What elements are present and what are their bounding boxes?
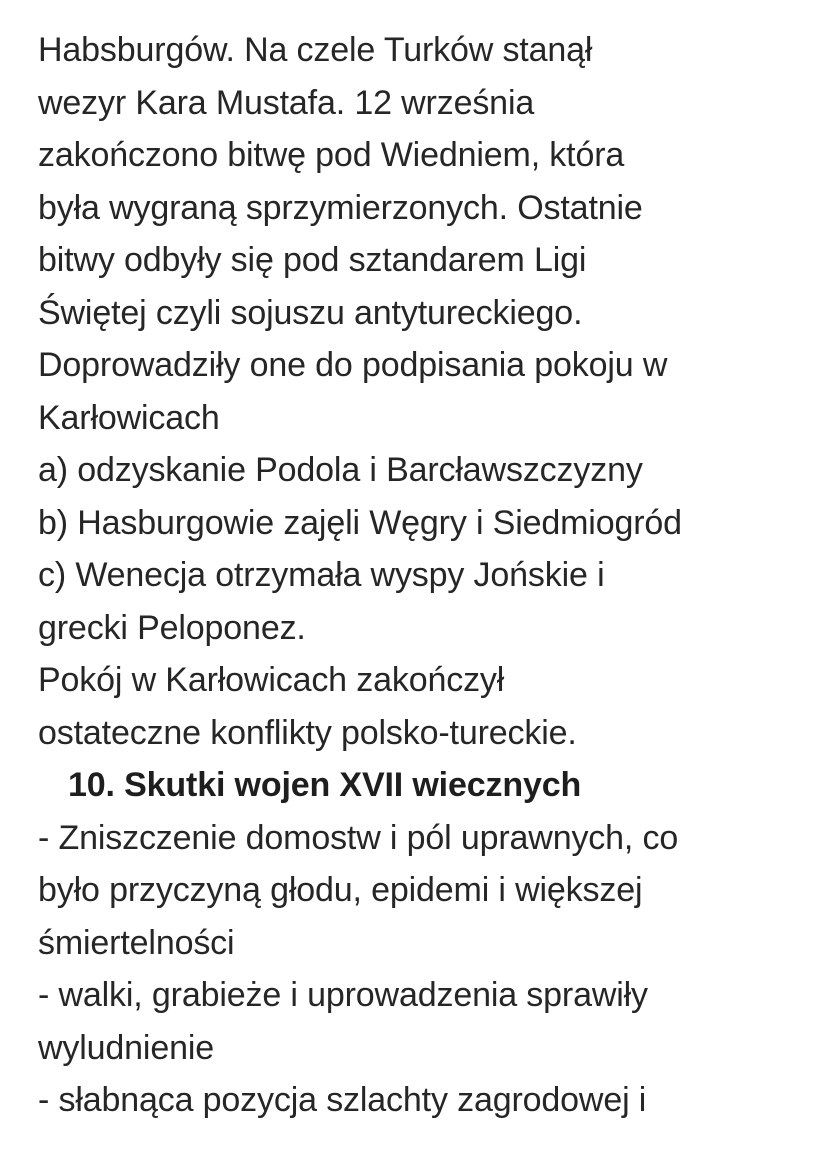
text-line: Karłowicach xyxy=(38,398,220,437)
list-item: - walki, grabieże i uprowadzenia sprawiły xyxy=(38,976,648,1014)
text-line: była wygraną sprzymierzonych. Ostatnie xyxy=(38,188,643,227)
text-line: bitwy odbyły się pod sztandarem Ligi xyxy=(38,241,587,279)
document-body xyxy=(38,24,818,1127)
list-item: a) odzyskanie Podola i Barcławszczyzny xyxy=(38,451,643,489)
paragraph-treaty-conclusion xyxy=(38,654,818,759)
list-item: grecki Peloponez. xyxy=(38,608,306,647)
list-item: - Zniszczenie domostw i pól uprawnych, co xyxy=(38,818,679,857)
text-line: zakończono bitwę pod Wiedniem, która xyxy=(38,136,625,174)
list-item: śmiertelności xyxy=(38,923,235,962)
text-line: wezyr Kara Mustafa. 12 września xyxy=(38,83,535,122)
paragraph-battle-of-vienna xyxy=(38,24,818,444)
text-line: Świętej czyli sojuszu antytureckiego. xyxy=(38,293,583,332)
war-effects-list xyxy=(38,812,818,1127)
list-item: - słabnąca pozycja szlachty zagrodowej i xyxy=(38,1081,647,1119)
list-item: było przyczyną głodu, epidemi i większej xyxy=(38,871,643,909)
text-line: ostateczne konflikty polsko-tureckie. xyxy=(38,713,577,752)
section-heading: 10. Skutki wojen XVII wiecznych xyxy=(68,766,582,804)
text-line: Habsburgów. Na czele Turków stanął xyxy=(38,31,593,69)
list-item: wyludnienie xyxy=(38,1028,215,1067)
list-item: b) Hasburgowie zajęli Węgry i Siedmiogród xyxy=(38,503,682,542)
list-item: c) Wenecja otrzymała wyspy Jońskie i xyxy=(38,556,605,594)
text-line: Pokój w Karłowicach zakończył xyxy=(38,661,505,699)
text-line: Doprowadziły one do podpisania pokoju w xyxy=(38,346,668,384)
treaty-terms-list xyxy=(38,444,818,654)
